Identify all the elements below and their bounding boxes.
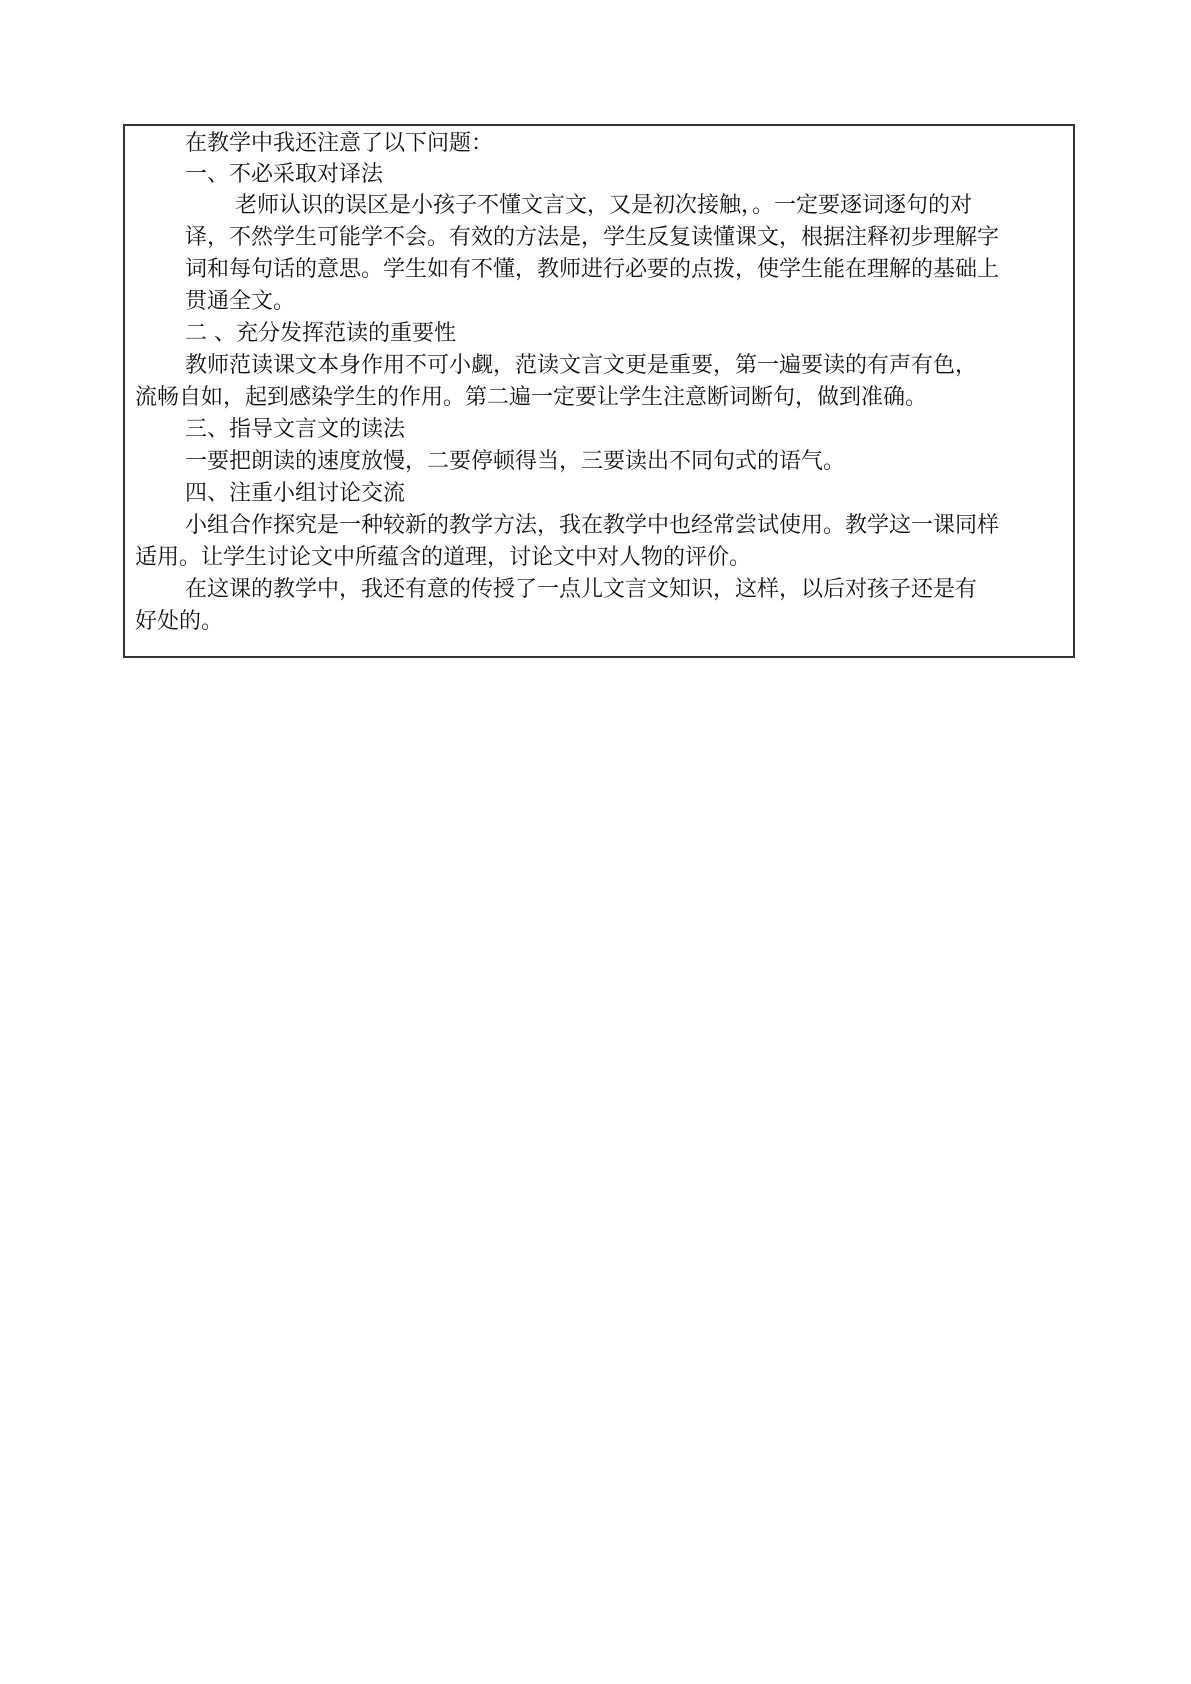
section-heading-1: 一、不必采取对译法 — [185, 162, 384, 187]
section-1-paragraph: 译，不然学生可能学不会。有效的方法是，学生反复读懂课文，根据注释初步理解字 — [185, 225, 1000, 250]
section-1-paragraph: 贯通全文。 — [185, 289, 296, 314]
section-heading-3: 三、指导文言文的读法 — [185, 417, 406, 442]
section-2-paragraph: 流畅自如，起到感染学生的作用。第二遍一定要让学生注意断词断句，做到准确。 — [135, 385, 928, 410]
section-3-paragraph: 一要把朗读的速度放慢，二要停顿得当，三要读出不同句式的语气。 — [185, 449, 846, 474]
section-heading-2: 二 、充分发挥范读的重要性 — [185, 321, 456, 346]
reflection-text-box — [123, 124, 1075, 658]
section-1-paragraph: 老师认识的误区是小孩子不懂文言文，又是初次接触，。一定要逐词逐句的对 — [235, 193, 973, 218]
section-4-paragraph: 适用。让学生讨论文中所蕴含的道理，讨论文中对人物的评价。 — [135, 545, 752, 570]
closing-paragraph: 好处的。 — [135, 609, 224, 634]
closing-paragraph: 在这课的教学中，我还有意的传授了一点儿文言文知识，这样，以后对孩子还是有 — [185, 577, 978, 602]
intro-line: 在教学中我还注意了以下问题： — [185, 131, 494, 156]
section-heading-4: 四、注重小组讨论交流 — [185, 481, 406, 506]
section-2-paragraph: 教师范读课文本身作用不可小觑，范读文言文更是重要，第一遍要读的有声有色， — [185, 353, 978, 378]
section-4-paragraph: 小组合作探究是一种较新的教学方法，我在教学中也经常尝试使用。教学这一课同样 — [185, 513, 1000, 538]
section-1-paragraph: 词和每句话的意思。学生如有不懂，教师进行必要的点拨，使学生能在理解的基础上 — [185, 257, 1000, 282]
